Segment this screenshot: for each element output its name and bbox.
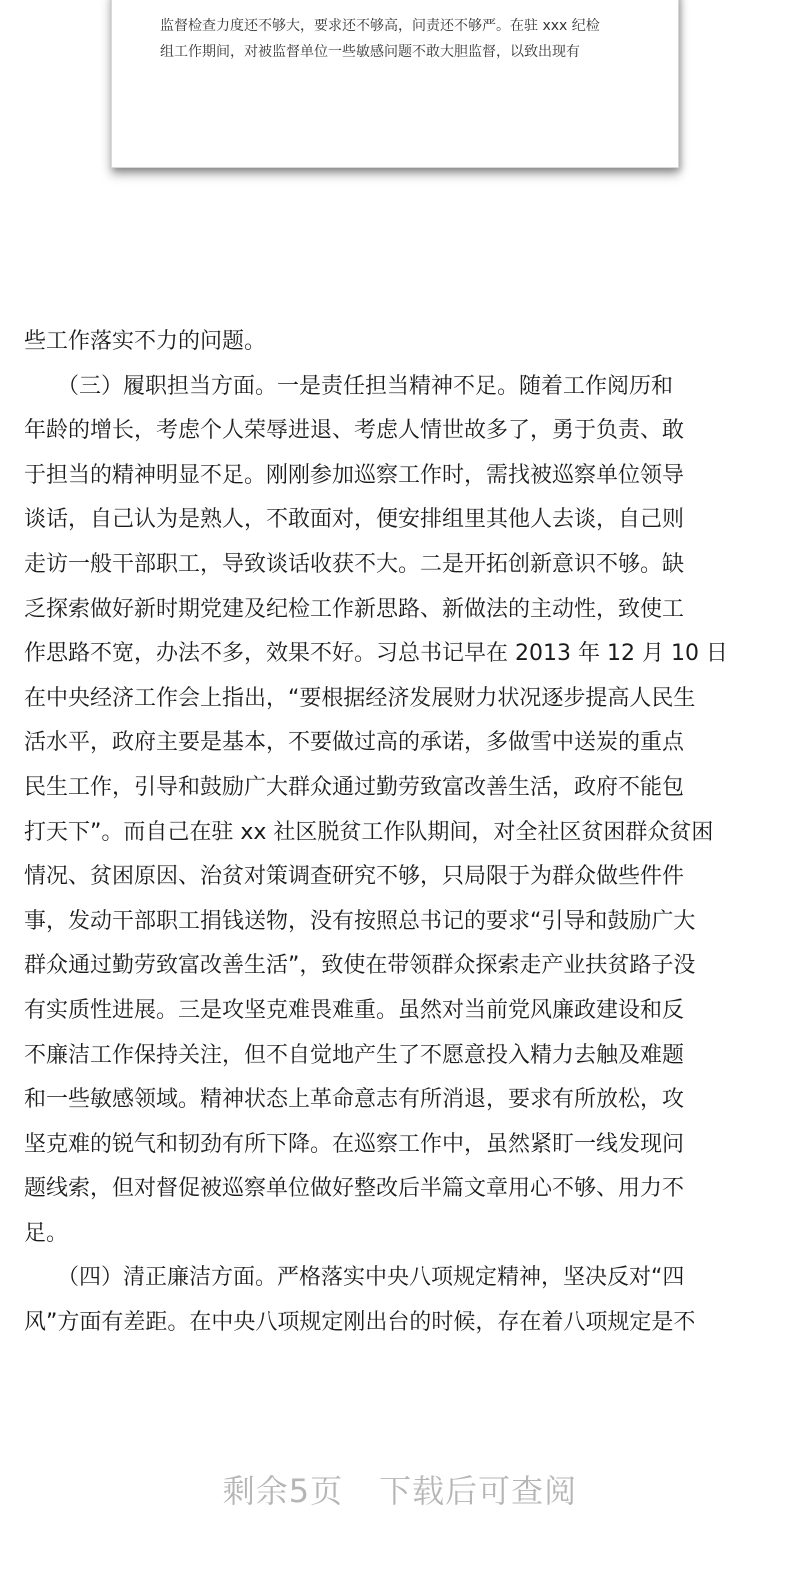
remaining-pages-label: 剩余5页 <box>222 1472 344 1510</box>
body-line: 打天下”。而自己在驻 xx 社区脱贫工作队期间，对全社区贫困群众贫困 <box>24 819 714 845</box>
body-line: 情况、贫困原因、治贫对策调查研究不够，只局限于为群众做些件件 <box>24 864 685 890</box>
body-line: 走访一般干部职工，导致谈话收获不大。二是开拓创新意识不够。缺 <box>24 551 685 577</box>
body-line: 活水平，政府主要是基本，不要做过高的承诺，多做雪中送炭的重点 <box>24 730 685 756</box>
preview-page-text <box>160 13 640 65</box>
body-line: 于担当的精神明显不足。刚刚参加巡察工作时，需找被巡察单位领导 <box>24 462 685 488</box>
download-to-view-label: 下载后可查阅 <box>379 1472 578 1510</box>
body-line: 题线索，但对督促被巡察单位做好整改后半篇文章用心不够、用力不 <box>24 1176 685 1202</box>
body-line: 作思路不宽，办法不多，效果不好。习总书记早在 2013 年 12 月 10 日 <box>24 641 728 667</box>
preview-line: 监督检查力度还不够大，要求还不够高，问责还不够严。在驻 xxx 纪检 <box>160 18 600 34</box>
body-line: 乏探索做好新时期党建及纪检工作新思路、新做法的主动性，致使工 <box>24 596 685 622</box>
document-body <box>24 320 772 1346</box>
body-line: 和一些敏感领域。精神状态上革命意志有所消退，要求有所放松，攻 <box>24 1087 685 1113</box>
body-line: 民生工作，引导和鼓励广大群众通过勤劳致富改善生活，政府不能包 <box>24 774 685 800</box>
body-line: 风”方面有差距。在中央八项规定刚出台的时候，存在着八项规定是不 <box>24 1310 696 1336</box>
preview-line: 组工作期间，对被监督单位一些敏感问题不敢大胆监督，以致出现有 <box>160 44 580 60</box>
body-line: 事，发动干部职工捐钱送物，没有按照总书记的要求“引导和鼓励广大 <box>24 908 696 934</box>
preview-page-card <box>111 0 679 168</box>
body-line: 些工作落实不力的问题。 <box>24 329 267 354</box>
body-line: 足。 <box>24 1220 69 1246</box>
body-line: 年龄的增长，考虑个人荣辱进退、考虑人情世故多了，勇于负责、敢 <box>24 418 685 444</box>
body-line: （三）履职担当方面。一是责任担当精神不足。随着工作阅历和 <box>24 373 674 399</box>
download-prompt[interactable] <box>0 1466 800 1512</box>
body-line: 不廉洁工作保持关注，但不自觉地产生了不愿意投入精力去触及难题 <box>24 1042 685 1068</box>
body-line: 谈话，自己认为是熟人，不敢面对，便安排组里其他人去谈，自己则 <box>24 507 685 533</box>
body-line: 有实质性进展。三是攻坚克难畏难重。虽然对当前党风廉政建设和反 <box>24 997 685 1023</box>
body-line: 群众通过勤劳致富改善生活”，致使在带领群众探索走产业扶贫路子没 <box>24 953 696 979</box>
body-line: 坚克难的锐气和韧劲有所下降。在巡察工作中，虽然紧盯一线发现问 <box>24 1131 685 1157</box>
body-line: 在中央经济工作会上指出，“要根据经济发展财力状况逐步提高人民生 <box>24 685 696 711</box>
body-line: （四）清正廉洁方面。严格落实中央八项规定精神，坚决反对“四 <box>24 1265 685 1291</box>
